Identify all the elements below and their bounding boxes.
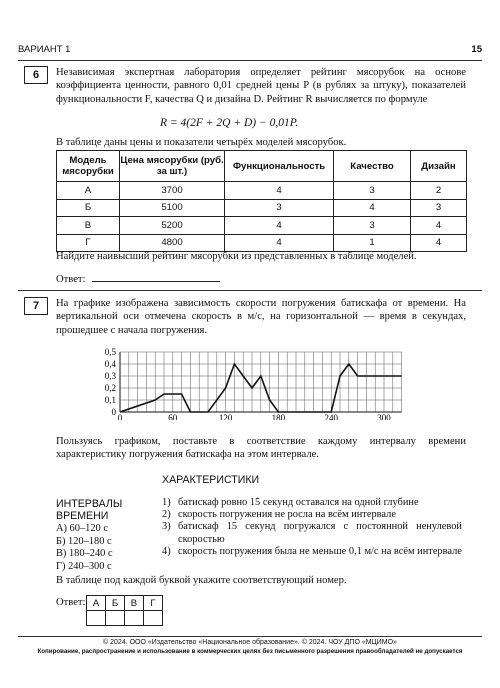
chart-x-ticks (118, 413, 392, 420)
table-cell: 4 (225, 217, 334, 235)
footer-copyright: © 2024. ООО «Издательство «Национальное образование». © 2024. ЧОУ ДПО «МЦИМО» (103, 639, 397, 646)
answer-input-cell[interactable] (106, 611, 125, 626)
question-6-answer (56, 271, 220, 285)
table-cell: 5100 (120, 199, 225, 217)
chart-grid (120, 352, 402, 412)
intervals-title (56, 498, 122, 522)
table-header-price: Цена мясорубки (руб. за шт.) (120, 151, 225, 182)
footer-rule (18, 636, 482, 637)
rating-formula: R = 4(2F + 2Q + D) − 0,01P. (160, 117, 299, 129)
table-cell: 3 (411, 199, 467, 217)
answer-label: Ответ: (56, 274, 86, 285)
table-header-model: Модель мясорубки (57, 151, 120, 182)
table-cell: 5200 (120, 217, 225, 235)
table-cell: 4800 (120, 234, 225, 252)
chart-y-ticks (105, 347, 117, 417)
question-7-number: 7 (24, 297, 48, 315)
table-row (57, 199, 467, 217)
table-cell: 2 (411, 182, 467, 200)
characteristic-number: 3) (162, 521, 171, 533)
answer-table (86, 595, 163, 626)
variant-label: ВАРИАНТ 1 (18, 44, 71, 55)
characteristic-number: 2) (162, 509, 171, 521)
y-tick-label: 0,1 (104, 395, 116, 405)
table-header-functionality: Функциональность (225, 151, 334, 182)
answer-header-cell: А (87, 596, 106, 611)
table-row (57, 234, 467, 252)
table-row (57, 182, 467, 200)
characteristics-title: ХАРАКТЕРИСТИКИ (162, 474, 260, 486)
question-7-instruction: Пользуясь графиком, поставьте в соответствие каждому интервалу времени характеристику погружения батискафа на этом интервале. (56, 436, 466, 461)
answer-header-cell: Г (144, 596, 163, 611)
x-tick-label: 120 (218, 413, 233, 420)
table-cell: 3 (334, 217, 411, 235)
characteristics-list (162, 497, 462, 558)
answer-header-cell: В (125, 596, 144, 611)
x-tick-label: 240 (324, 413, 338, 420)
interval-item: Б) 120–180 с (56, 535, 112, 547)
table-instruction: В таблице под каждой буквой укажите соответствующий номер. (56, 575, 347, 586)
answer-field[interactable] (92, 271, 220, 282)
table-row (57, 217, 467, 235)
characteristic-text: скорость погружения не росла на всём интервале (178, 509, 396, 521)
table-cell: Г (57, 234, 120, 252)
table-header-design: Дизайн (411, 151, 467, 182)
table-cell: А (57, 182, 120, 200)
table-cell: 1 (334, 234, 411, 252)
question-7-text: На графике изображена зависимость скорости погружения батискафа от времени. На вертикальной оси отмечена скорость в м/с, на горизонтальной — время в секундах, прошедшее с начала погружения. (56, 298, 466, 336)
answer-input-row (87, 611, 163, 626)
page-number: 15 (471, 44, 482, 55)
table-cell: 4 (334, 199, 411, 217)
interval-item: В) 180–240 с (56, 548, 113, 559)
x-tick-label: 180 (271, 413, 286, 420)
table-cell: 4 (411, 217, 467, 235)
question-6-task: Найдите наивысший рейтинг мясорубки из представленных в таблице моделей. (56, 251, 417, 262)
question-6-text: Независимая экспертная лаборатория определяет рейтинг мясорубок на основе коэффициента ценности, равного 0,01 средней цены P (в рублях за штуку), показателей функциональности F, качества Q и дизайна D. Рейтинг R вычисляется по формуле (56, 67, 466, 105)
page-header (18, 44, 482, 58)
characteristic-item (162, 521, 462, 545)
characteristic-text: скорость погружения была не меньше 0,1 м/с на всём интервале (178, 545, 462, 557)
y-tick-label: 0 (111, 407, 116, 417)
table-cell: 4 (225, 234, 334, 252)
answer-header-cell: Б (106, 596, 125, 611)
characteristic-text: батискаф ровно 15 секунд оставался на одной глубине (178, 497, 419, 508)
question-6-number: 6 (24, 66, 48, 84)
answer-input-cell[interactable] (144, 611, 163, 626)
characteristic-item (162, 509, 462, 521)
y-tick-label: 0,4 (104, 359, 116, 369)
intervals-title-line-1: ИНТЕРВАЛЫ (56, 498, 123, 510)
intervals-title-line-2: ВРЕМЕНИ (56, 510, 109, 522)
table-cell: 3 (225, 199, 334, 217)
characteristic-number: 4) (162, 545, 171, 557)
answer-input-cell[interactable] (125, 611, 144, 626)
table-intro: В таблице даны цены и показатели четырёх моделей мясорубок. (56, 137, 347, 148)
header-rule (18, 60, 482, 61)
grinder-table (56, 150, 467, 252)
characteristic-number: 1) (162, 497, 171, 508)
table-cell: 3700 (120, 182, 225, 200)
x-tick-label: 0 (117, 413, 123, 420)
table-header-row (57, 151, 467, 182)
table-cell: Б (57, 199, 120, 217)
question-7-answer-label: Ответ: (56, 597, 86, 608)
table-header-quality: Качество (334, 151, 411, 182)
footer-notice: Копирование, распространение и использование в коммерческих целях без письменного разрешения правообладателей не допускается (37, 648, 463, 655)
x-tick-label: 60 (168, 413, 178, 420)
characteristic-item (162, 497, 462, 509)
table-cell: 4 (225, 182, 334, 200)
table-cell: 4 (411, 234, 467, 252)
answer-header-row (87, 596, 163, 611)
interval-item: Г) 240–300 с (56, 560, 112, 572)
y-tick-label: 0,5 (104, 347, 116, 357)
y-tick-label: 0,2 (104, 383, 116, 393)
x-tick-label: 300 (377, 413, 391, 420)
y-tick-label: 0,3 (104, 371, 116, 381)
table-cell: В (57, 217, 120, 235)
intervals-column (56, 498, 122, 573)
table-cell: 3 (334, 182, 411, 200)
velocity-chart (88, 340, 408, 420)
characteristic-text: батискаф 15 секунд погружался с постоянной ненулевой скоростью (178, 521, 462, 545)
answer-input-cell[interactable] (87, 611, 106, 626)
characteristic-item (162, 546, 462, 558)
interval-item: А) 60–120 с (56, 523, 108, 534)
separator-rule (18, 290, 482, 291)
